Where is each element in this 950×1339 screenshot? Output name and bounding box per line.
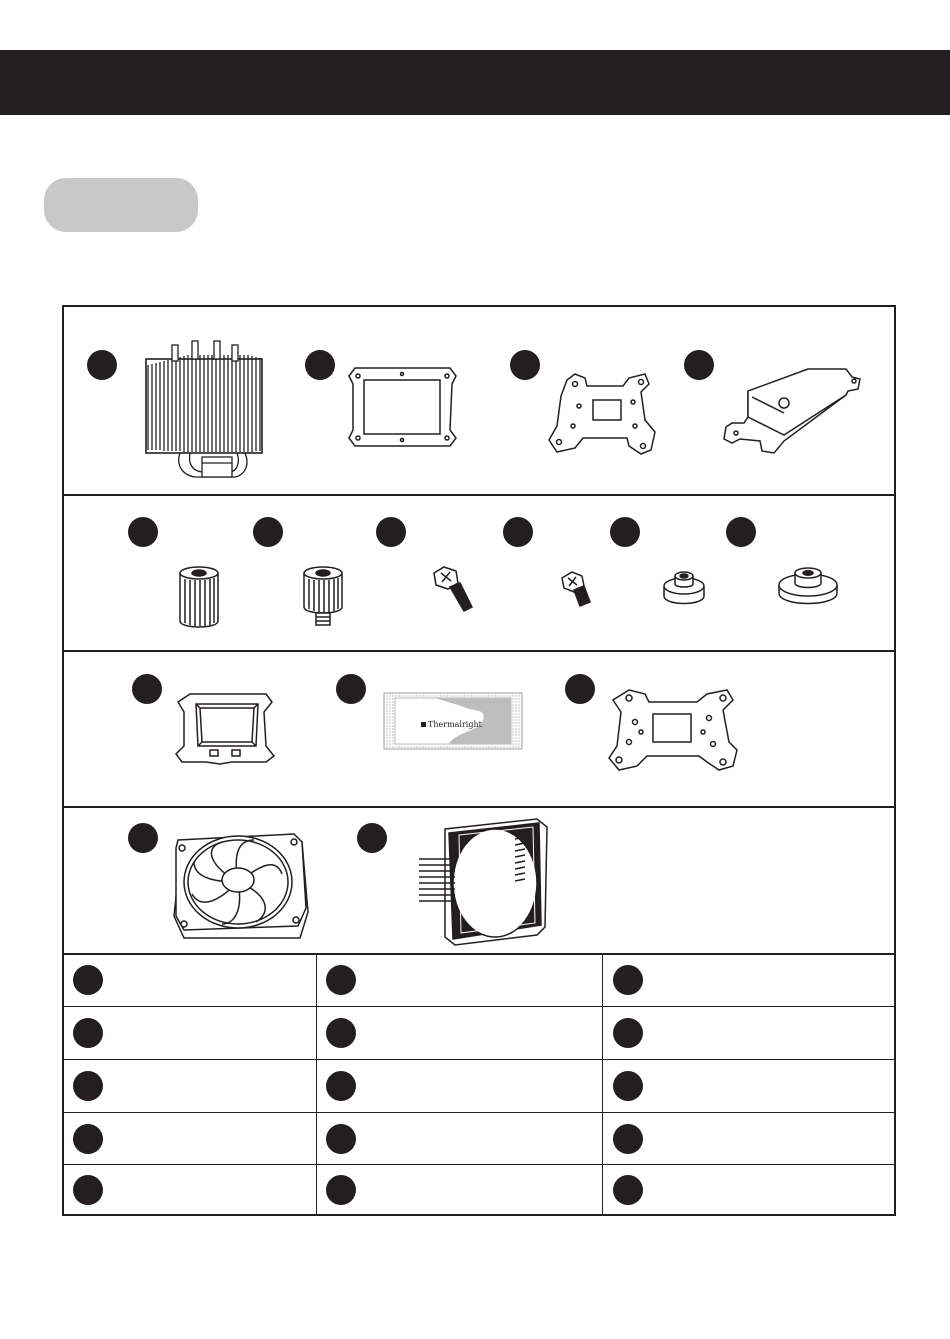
part-number-badge: [87, 350, 117, 380]
legend-number-badge: [73, 1071, 103, 1101]
legend-number-badge: [326, 1071, 356, 1101]
legend-number-badge: [73, 1124, 103, 1154]
legend-number-badge: [326, 1175, 356, 1205]
cooling-fan-icon: [172, 828, 312, 942]
small-washer-icon: [662, 570, 706, 608]
legend-number-badge: [613, 1124, 643, 1154]
part-number-badge: [565, 674, 595, 704]
intel-backplate-icon: [603, 686, 743, 774]
legend-number-badge: [613, 1175, 643, 1205]
part-number-badge: [336, 674, 366, 704]
legend-divider: [64, 1006, 894, 1007]
part-number-badge: [503, 517, 533, 547]
row-divider: [64, 494, 894, 496]
legend-number-badge: [326, 1018, 356, 1048]
legend-number-badge: [73, 1175, 103, 1205]
thermal-paste-pack-icon: [383, 692, 523, 750]
legend-number-badge: [326, 965, 356, 995]
legend-column-divider: [316, 955, 317, 1216]
part-number-badge: [357, 823, 387, 853]
part-number-badge: [305, 350, 335, 380]
row-divider: [64, 650, 894, 652]
legend-number-badge: [73, 965, 103, 995]
mounting-frame-icon: [340, 360, 465, 450]
threaded-standoff-icon: [300, 565, 346, 629]
heatsink-tower-icon: [140, 335, 280, 485]
legend-divider: [64, 1059, 894, 1060]
part-number-badge: [128, 517, 158, 547]
legend-number-badge: [613, 965, 643, 995]
part-number-badge: [253, 517, 283, 547]
legend-number-badge: [73, 1018, 103, 1048]
part-number-badge: [684, 350, 714, 380]
part-number-badge: [610, 517, 640, 547]
header-bar: [0, 50, 950, 115]
part-number-badge: [128, 823, 158, 853]
row-divider: [64, 953, 894, 955]
part-number-badge: [376, 517, 406, 547]
standoff-nut-icon: [176, 565, 222, 629]
brand-label: Thermalright: [428, 720, 482, 729]
legend-divider: [64, 1164, 894, 1165]
legend-number-badge: [613, 1071, 643, 1101]
part-number-badge: [132, 674, 162, 704]
backplate-icon: [545, 370, 665, 460]
long-screw-icon: [428, 563, 478, 615]
row-divider: [64, 806, 894, 808]
amd-plate-icon: [718, 365, 868, 455]
legend-column-divider: [602, 955, 603, 1216]
large-washer-icon: [777, 565, 839, 607]
legend-number-badge: [326, 1124, 356, 1154]
short-screw-icon: [558, 570, 594, 612]
part-number-badge: [510, 350, 540, 380]
legend-number-badge: [613, 1018, 643, 1048]
fan-clip-icon: [415, 815, 555, 947]
section-tag: [44, 178, 198, 232]
part-number-badge: [726, 517, 756, 547]
legend-divider: [64, 1112, 894, 1113]
cpu-holder-frame-icon: [170, 690, 280, 768]
